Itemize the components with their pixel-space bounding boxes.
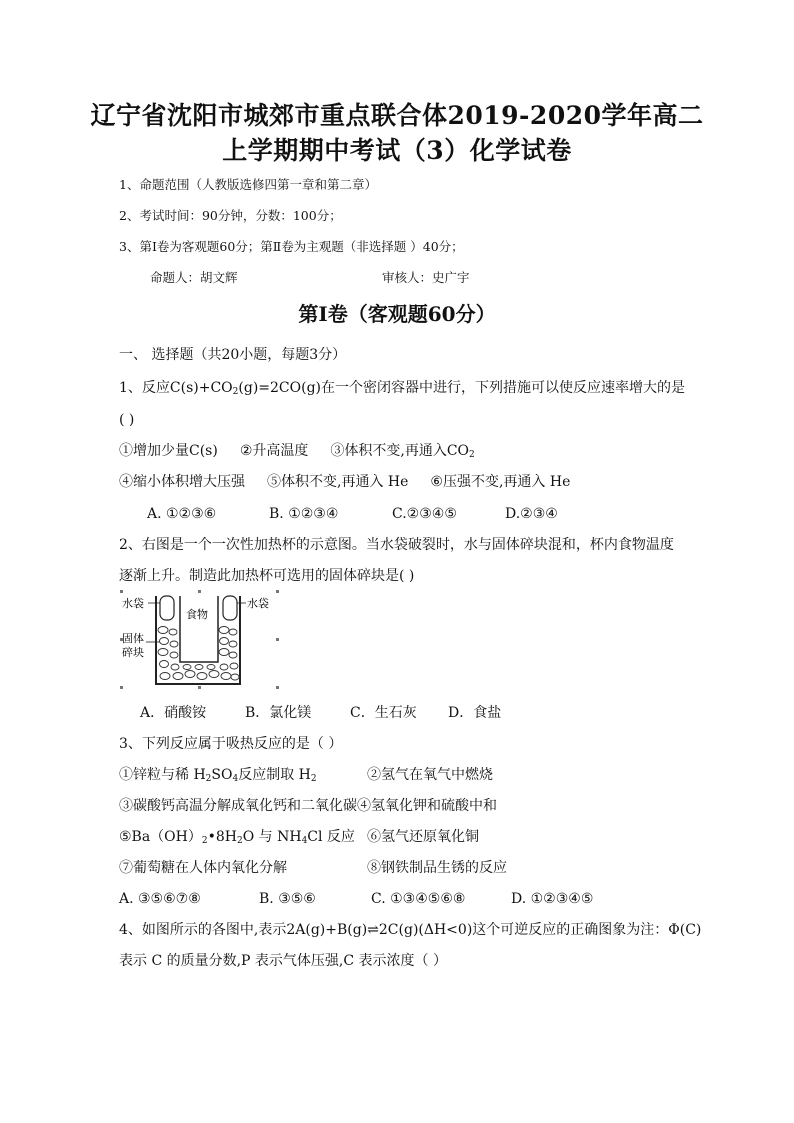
fig-label-solid1: 固体	[122, 632, 144, 645]
q4-stem-line1: 4、如图所示的各图中,表示2A(g)+B(g)⇌2C(g)(ΔH<0)这个可逆反应的正确图象为注：Φ(C)	[119, 922, 702, 938]
q3-options	[119, 889, 593, 909]
q1-option-b[interactable]: B. ①②③④	[269, 506, 339, 522]
q3-option-b[interactable]: B. ③⑤⑥	[259, 891, 316, 907]
q3-option-d[interactable]: D. ①②③④⑤	[511, 891, 594, 907]
fig-label-water-right: 水袋	[247, 597, 269, 610]
q1-option-c[interactable]: C.②③④⑤	[392, 506, 457, 522]
note-parts: 3、第Ⅰ卷为客观题60分；第Ⅱ卷为主观题（非选择题 ）40分；	[119, 239, 464, 254]
q4-stem-line2: 表示 C 的质量分数,P 表示气体压强,C 表示浓度（ ）	[119, 953, 447, 969]
fig-label-solid2: 碎块	[122, 646, 144, 659]
q2-stem-line1: 2、右图是一个一次性加热杯的示意图。当水袋破裂时，水与固体碎块混和，杯内食物温度	[119, 537, 674, 553]
q3-stem: 3、下列反应属于吸热反应的是（ ）	[119, 736, 343, 752]
q2-stem-line2: 逐渐上升。制造此加热杯可选用的固体碎块是( )	[119, 568, 415, 584]
q1-options	[147, 504, 558, 524]
q1-option-d[interactable]: D.②③④	[505, 506, 558, 522]
q3-option-c[interactable]: C. ①③④⑤⑥⑧	[371, 891, 466, 907]
q3-items-row3: $⑤Ba(OH)_2•8H_2O$ 与 $NH_4Cl$ 反应 ⑥氢气还原氧化铜	[119, 829, 479, 846]
q1-items-row2: ④缩小体积增大压强 ⑤体积不变,再通入 He ⑥压强不变,再通入 He	[119, 474, 571, 490]
q3-option-a[interactable]: A. ③⑤⑥⑦⑧	[119, 891, 201, 907]
q1-option-a[interactable]: A. ①②③⑥	[147, 506, 217, 522]
q2-option-d[interactable]: D．食盐	[448, 705, 502, 721]
fig-label-food: 食物	[186, 608, 208, 621]
reviewer-label: 审核人：史广宇	[382, 270, 470, 285]
q3-items-row2: ③碳酸钙高温分解成氧化钙和二氧化碳④氢氧化钾和硫酸中和	[119, 798, 497, 814]
note-time: 2、考试时间：90分钟，分数：100分；	[119, 208, 342, 223]
q2-option-c[interactable]: C．生石灰	[350, 705, 417, 721]
exam-title-line2: 上学期期中考试（3）化学试卷	[222, 136, 572, 165]
exam-title-line1: 辽宁省沈阳市城郊市重点联合体2019-2020学年高二	[90, 101, 704, 130]
heating-cup-diagram	[120, 590, 280, 690]
author-label: 命题人：胡文辉	[150, 270, 238, 285]
q2-option-a[interactable]: A．硝酸铵	[140, 705, 207, 721]
q1-bracket: ( )	[119, 412, 135, 428]
q3-items-row1: ①锌粒与稀 $H_2SO_4$反应制取 $H_2$ ②氢气在氧气中燃烧	[119, 767, 493, 784]
q2-options	[140, 703, 501, 723]
q2-option-b[interactable]: B．氯化镁	[245, 705, 312, 721]
q1-items-row1: ①增加少量C(s) ②升高温度 ③体积不变,再通入$CO_2$	[119, 443, 475, 460]
note-scope: 1、命题范围（人教版选修四第一章和第二章）	[119, 177, 377, 192]
fig-label-water-left: 水袋	[122, 597, 144, 610]
section-subtitle: 一、 选择题（共20小题，每题3分）	[119, 347, 347, 363]
q1-stem: 1、反应$C(s)+CO_2(g)=2CO(g)$在一个密闭容器中进行，下列措施可以使反应速率增大的是	[119, 380, 685, 397]
q3-items-row4: ⑦葡萄糖在人体内氧化分解 ⑧钢铁制品生锈的反应	[119, 860, 507, 876]
section-title: 第Ⅰ卷（客观题60分）	[298, 302, 496, 326]
